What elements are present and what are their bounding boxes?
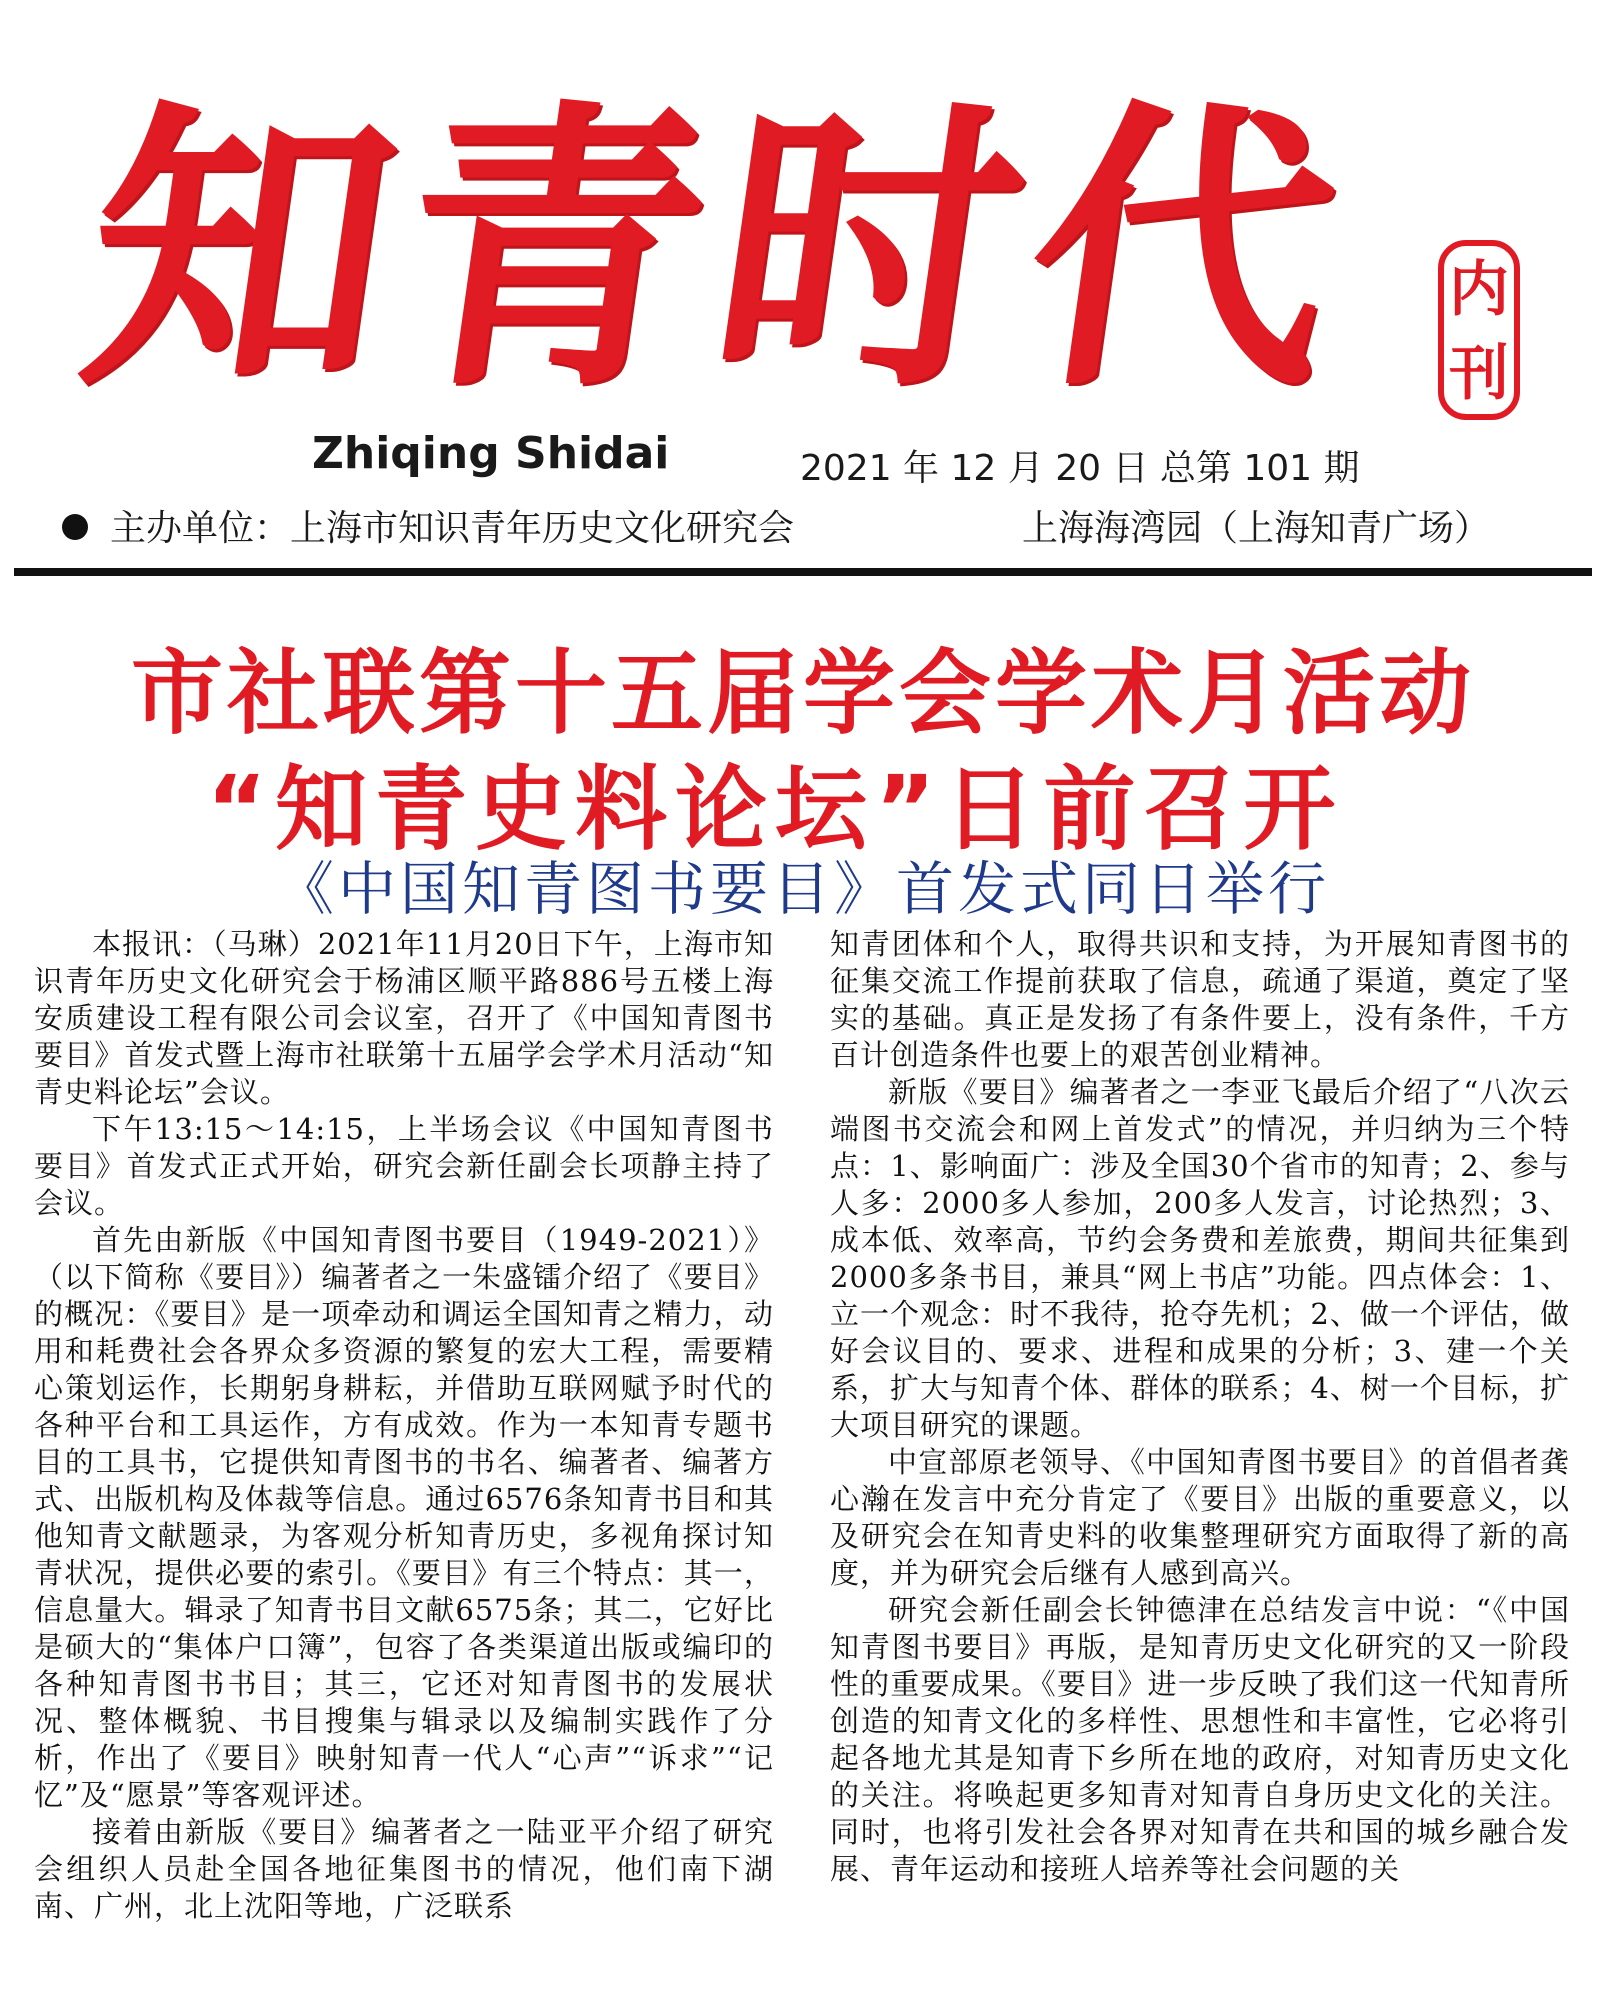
paragraph: 新版《要目》编著者之一李亚飞最后介绍了“八次云端图书交流会和网上首发式”的情况，并归纳为三个特点：1、影响面广：涉及全国30个省市的知青；2、参与人多：2000多人参加，200多人发言，讨论热烈；3、成本低、效率高，节约会务费和差旅费，期间共征集到2000多条书目，兼具“网上书店”功能。四点体会：1、立一个观念：时不我待，抢夺先机；2、做一个评估，做好会议目的、要求、进程和成果的分析；3、建一个关系，扩大与知青个体、群体的联系；4、树一个目标，扩大项目研究的课题。 xyxy=(830,1075,1570,1442)
headline-line-2: “知青史料论坛”日前召开 xyxy=(206,756,1344,863)
subheadline: 《中国知青图书要目》首发式同日举行 xyxy=(275,855,1330,923)
article-column-right xyxy=(830,926,1570,2006)
masthead-logo: 知青时代 xyxy=(65,73,1371,426)
issue-date-line: 2021 年 12 月 20 日 总第 101 期 xyxy=(800,448,1360,489)
paragraph: 本报讯：（马琳）2021年11月20日下午，上海市知识青年历史文化研究会于杨浦区顺平路886号五楼上海安质建设工程有限公司会议室，召开了《中国知青图书要目》首发式暨上海市社联第十五届学会学术月活动“知青史料论坛”会议。 xyxy=(34,927,774,1109)
seal-char-1: 内 xyxy=(1449,255,1509,325)
paragraph: 接着由新版《要目》编著者之一陆亚平介绍了研究会组织人员赴全国各地征集图书的情况，他们南下湖南、广州，北上沈阳等地，广泛联系 xyxy=(34,1815,774,1923)
sponsor-row xyxy=(62,500,1562,560)
bullet-icon xyxy=(62,514,88,540)
seal-char-2: 刊 xyxy=(1449,339,1509,409)
paragraph: 首先由新版《中国知青图书要目（1949-2021）》（以下简称《要目》）编著者之一朱盛镭介绍了《要目》的概况：《要目》是一项牵动和调运全国知青之精力，动用和耗费社会各界众多资源的繁复的宏大工程，需要精心策划运作，长期躬身耕耘，并借助互联网赋予时代的各种平台和工具运作，方有成效。作为一本知青专题书目的工具书，它提供知青图书的书名、编著者、编著方式、出版机构及体裁等信息。通过6576条知青书目和其他知青文献题录，为客观分析知青历史，多视角探讨知青状况，提供必要的索引。《要目》有三个特点：其一，信息量大。辑录了知青书目文献6575条；其二，它好比是硕大的“集体户口簿”，包容了各类渠道出版或编印的各种知青图书书目；其三，它还对知青图书的发展状况、整体概貌、书目搜集与辑录以及编制实践作了分析，作出了《要目》映射知青一代人“心声”“诉求”“记忆”及“愿景”等客观评述。 xyxy=(34,1223,774,1812)
article-column-left xyxy=(34,926,774,2006)
paragraph: 中宣部原老领导、《中国知青图书要目》的首倡者龚心瀚在发言中充分肯定了《要目》出版的重要意义，以及研究会在知青史料的收集整理研究方面取得了新的高度，并为研究会后继有人感到高兴。 xyxy=(830,1445,1570,1590)
internal-publication-seal xyxy=(1438,240,1520,420)
sponsor-location: 上海海湾园（上海知青广场） xyxy=(1022,508,1491,549)
paragraph-continued: 知青团体和个人，取得共识和支持，为开展知青图书的征集交流工作提前获取了信息，疏通了渠道，奠定了坚实的基础。真正是发扬了有条件要上，没有条件，千方百计创造条件也要上的艰苦创业精神。 xyxy=(830,927,1570,1072)
masthead-pinyin: Zhiqing Shidai xyxy=(312,428,670,479)
masthead-divider xyxy=(14,568,1592,576)
headline-line-1: 市社联第十五届学会学术月活动 xyxy=(130,640,1475,747)
masthead xyxy=(0,0,1606,560)
paragraph: 下午13:15～14:15，上半场会议《中国知青图书要目》首发式正式开始，研究会新任副会长项静主持了会议。 xyxy=(34,1112,774,1220)
paragraph: 研究会新任副会长钟德津在总结发言中说：“《中国知青图书要目》再版，是知青历史文化研究的又一阶段性的重要成果。《要目》进一步反映了我们这一代知青所创造的知青文化的多样性、思想性和丰富性，它必将引起各地尤其是知青下乡所在地的政府，对知青历史文化的关注。将唤起更多知青对知青自身历史文化的关注。同时，也将引发社会各界对知青在共和国的城乡融合发展、青年运动和接班人培养等社会问题的关 xyxy=(830,1593,1570,1886)
sponsor-org: 主办单位：上海市知识青年历史文化研究会 xyxy=(110,508,795,549)
